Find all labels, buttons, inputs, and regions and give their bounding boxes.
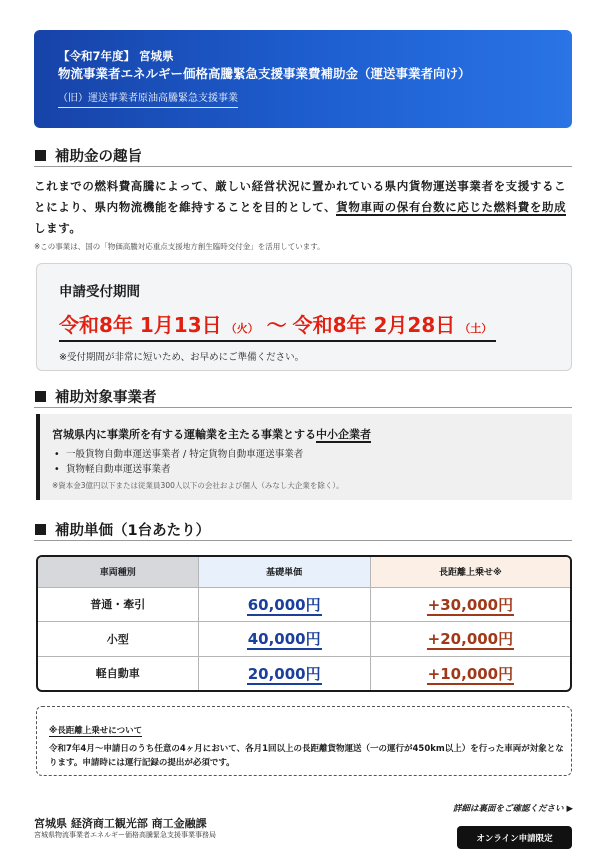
table-row [38,587,570,622]
period-end-weekday: （土） [459,322,493,335]
long-distance-rate-value: +10,000円 [427,664,514,683]
eligible-main-emphasis: 中小企業者 [316,428,371,441]
long-distance-rate [370,656,570,690]
base-rate [198,656,370,690]
base-rate-value: 60,000円 [247,595,321,614]
section-title-rates-text: 補助単価（1台あたり） [55,523,211,539]
purpose-paragraph [34,176,574,239]
header-title: 物流事業者エネルギー価格高騰緊急支援事業費補助金（運送事業者向け） [58,66,471,81]
table-row [38,656,570,690]
period-tilde: 〜 [266,313,287,337]
footer-office: 宮城県物流事業者エネルギー価格高騰緊急支援事業事務局 [34,831,216,839]
footer-organization: 宮城県 経済商工観光部 商工金融課 [34,817,207,830]
purpose-text-end: します。 [34,221,82,235]
section-divider [34,540,572,541]
long-note-title: ※長距離上乗せについて [49,726,143,736]
header-year: 【令和7年度】 宮城県 [58,49,174,63]
purpose-text: これまでの燃料費高騰によって、厳しい経営状況に置かれている県内貨物運送事業者を支援することにより、県内物流機能を維持することを目的として、 [34,179,567,214]
list-item: • 一般貨物自動車運送事業者 / 特定貨物自動車運送事業者 [52,447,572,462]
long-distance-rate [370,622,570,657]
square-bullet-icon [35,150,46,161]
section-divider [34,166,572,167]
section-divider [34,407,572,408]
period-note: ※受付期間が非常に短いため、お早めにご準備ください。 [59,352,305,363]
vehicle-type: 軽自動車 [38,656,198,690]
section-title-eligible [35,386,157,407]
eligible-main [52,426,572,442]
long-note-body: 令和7年4月〜申請日のうち任意の4ヶ月において、各月1回以上の長距離貨物運送（一の運行が450km以上）を行った車両が対象となります。申請時には運行記録の提出が必須です。 [49,744,564,768]
section-title-eligible-text: 補助対象事業者 [55,390,157,406]
vehicle-type: 普通・牽引 [38,587,198,622]
application-period-box [36,263,572,371]
base-rate-value: 20,000円 [247,664,321,683]
column-header-type: 車両種別 [38,557,198,587]
base-rate [198,587,370,622]
period-dates [59,309,496,342]
period-start-weekday: （火） [225,322,259,335]
period-title: 申請受付期間 [59,284,140,300]
online-application-button[interactable]: オンライン申請限定 [457,826,572,849]
eligible-main-text: 宮城県内に事業所を有する運輸業を主たる事業とする [52,428,316,441]
purpose-note: ※この事業は、国の「物価高騰対応重点支援地方創生臨時交付金」を活用しています。 [34,242,325,251]
header-banner [34,30,572,128]
header-former-name: （旧）運送事業者原油高騰緊急支援事業 [58,92,238,108]
period-end: 令和8年 2月28日 [292,313,456,337]
table-row [38,622,570,657]
long-distance-rate-value: +20,000円 [427,630,514,649]
period-start: 令和8年 1月13日 [59,313,222,337]
base-rate [198,622,370,657]
square-bullet-icon [35,524,46,535]
eligible-list [52,447,572,477]
column-header-base: 基礎単価 [198,557,370,587]
long-distance-rate [370,587,570,622]
square-bullet-icon [35,391,46,402]
long-distance-note-box [36,706,572,776]
column-header-long: 長距離上乗せ※ [370,557,570,587]
vehicle-type: 小型 [38,622,198,657]
long-distance-rate-value: +30,000円 [427,595,514,614]
rate-table [36,555,572,692]
purpose-emphasis: 貨物車両の保有台数に応じた燃料費を助成 [336,200,567,214]
base-rate-value: 40,000円 [247,630,321,649]
list-item: • 貨物軽自動車運送事業者 [52,462,572,477]
see-back-link[interactable]: 詳細は裏面をご確認ください ▶ [453,804,573,814]
section-title-purpose [35,145,142,166]
section-title-rates [35,519,210,540]
section-title-purpose-text: 補助金の趣旨 [55,149,142,165]
eligible-box [36,414,572,500]
eligible-note: ※資本金3億円以下または従業員300人以下の会社および個人（みなし大企業を除く）。 [52,481,344,490]
